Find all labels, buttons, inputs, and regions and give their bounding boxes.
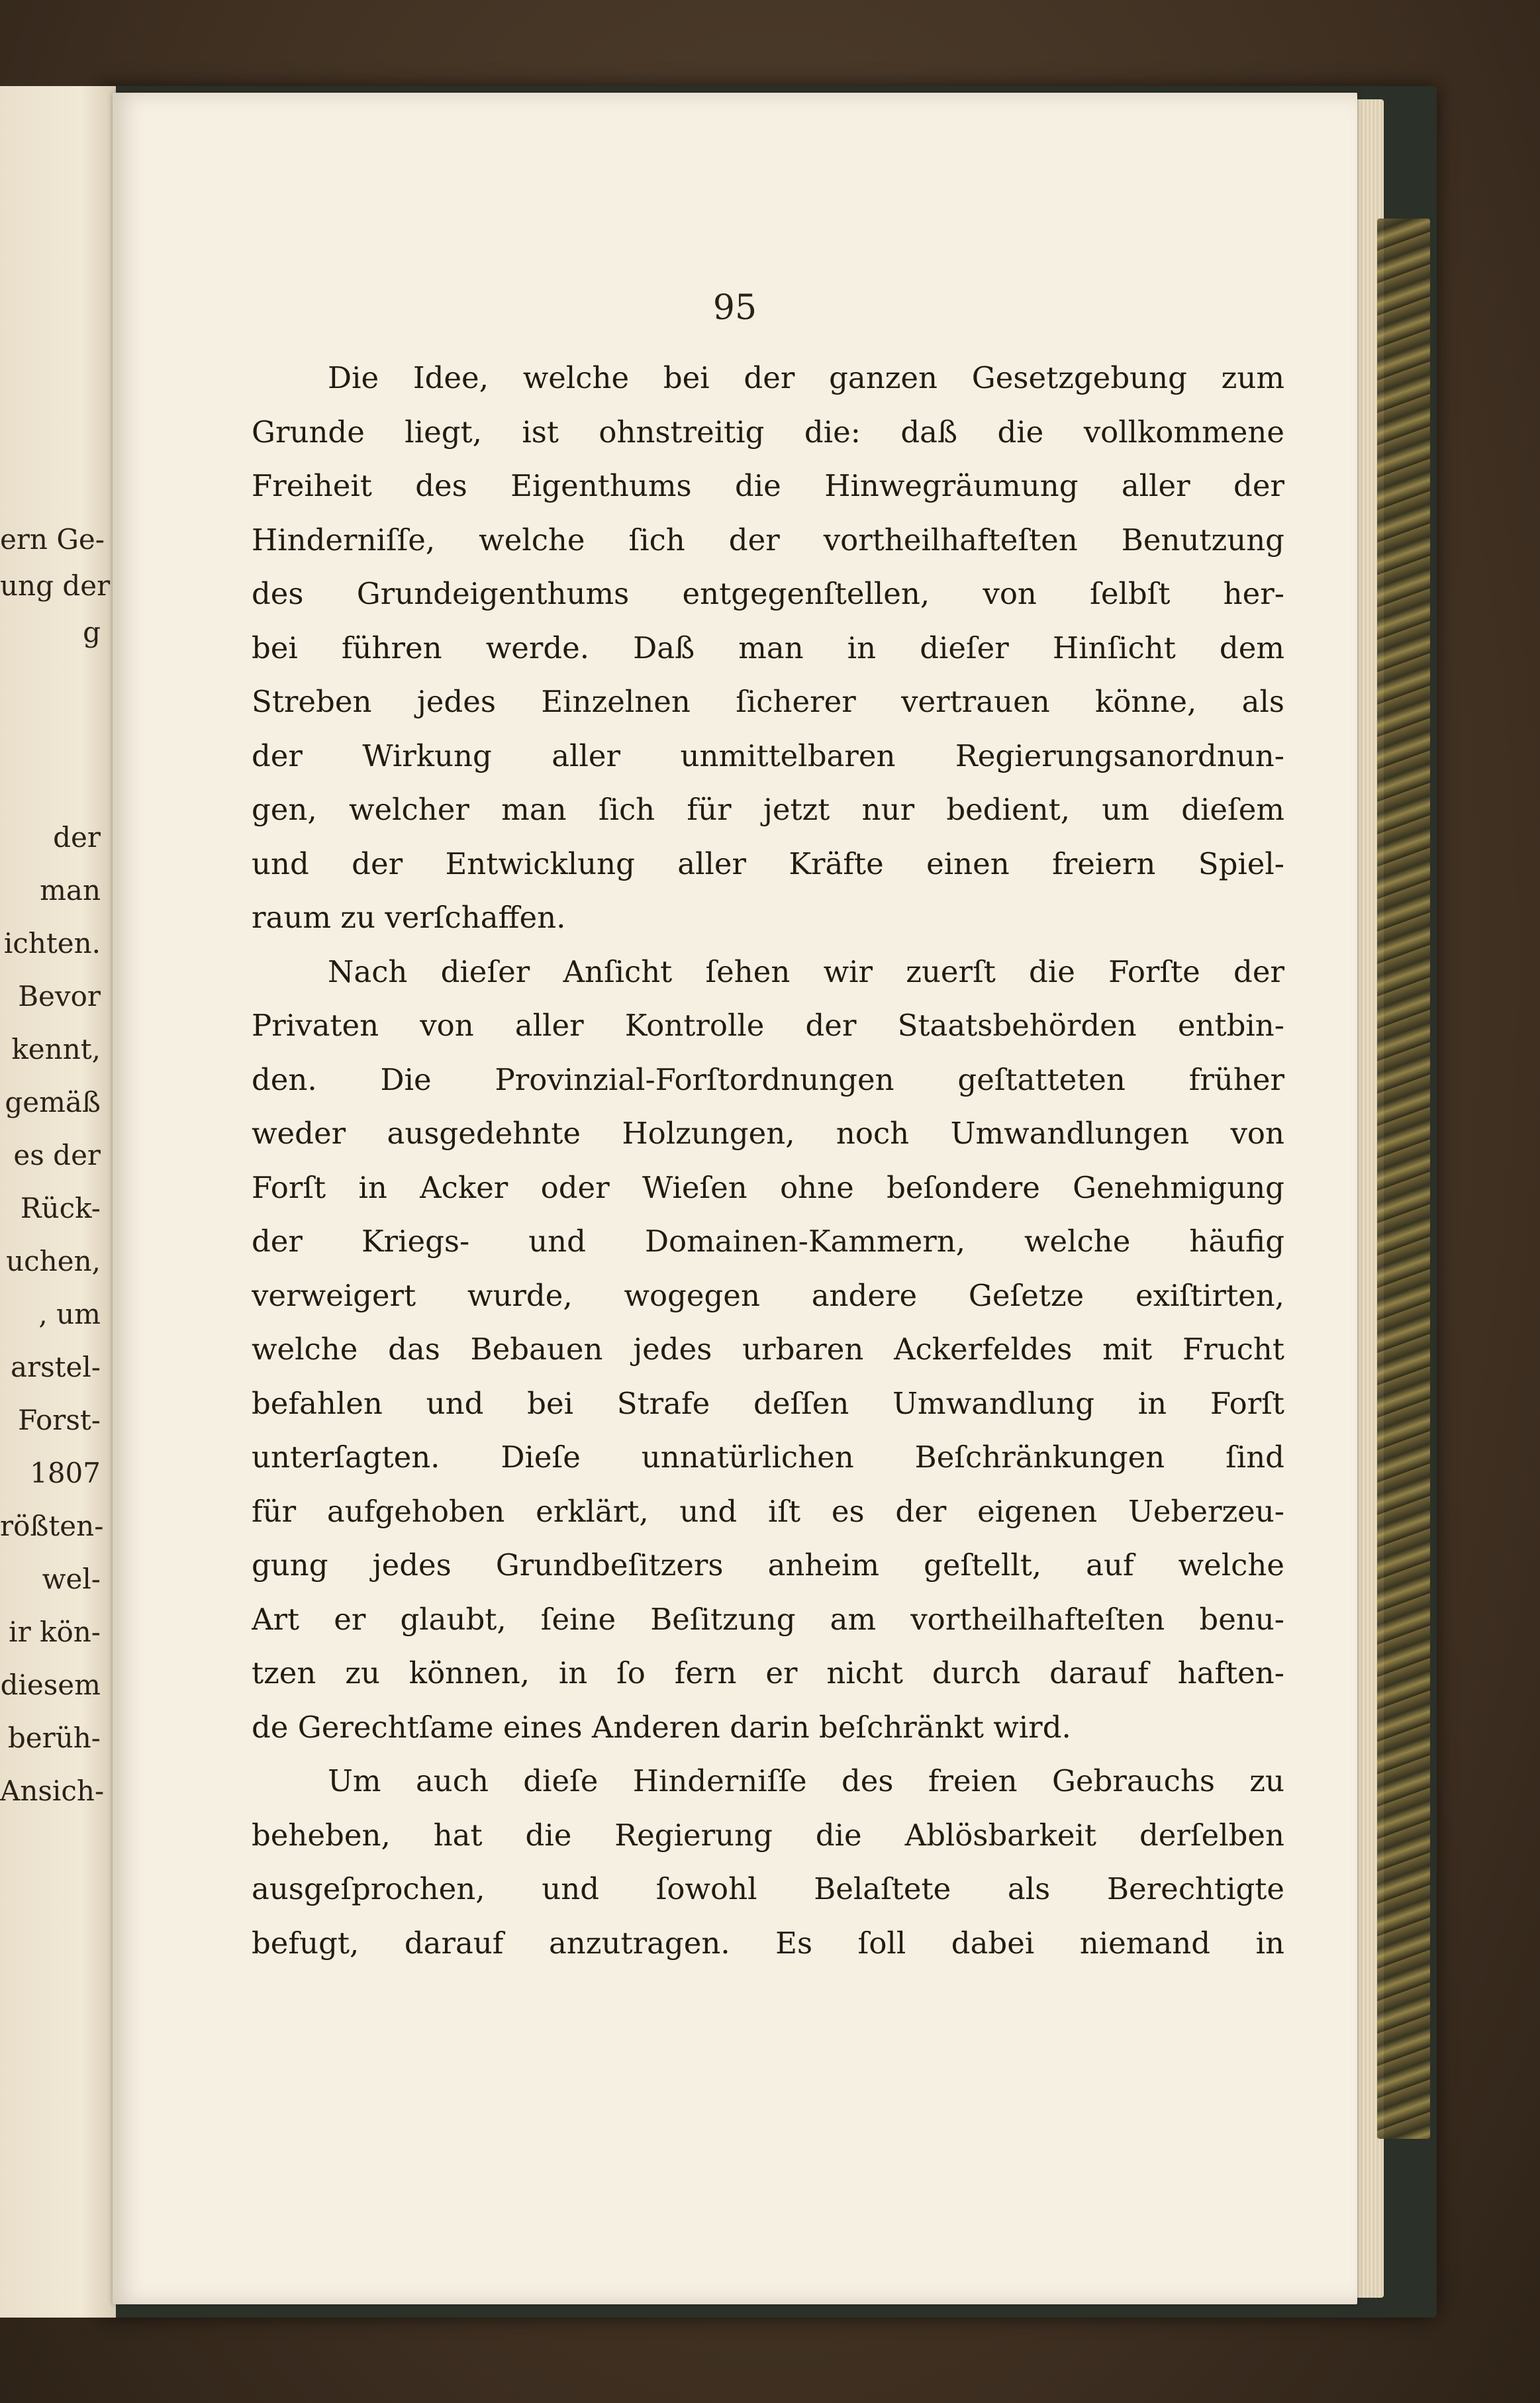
previous-page-text: kennt,	[11, 1033, 101, 1065]
text-line: Art er glaubt, ſeine Beſitzung am vortheilhafteſten benu-	[252, 1601, 1284, 1637]
previous-page-text: es der	[13, 1139, 101, 1171]
text-line: ausgeſprochen, und ſowohl Belaſtete als Berechtigte	[252, 1871, 1284, 1906]
previous-page-text: Ansich-	[0, 1775, 105, 1807]
previous-page-text: 1807	[30, 1457, 101, 1489]
previous-page-text: ir kön-	[9, 1616, 101, 1648]
text-line: der Wirkung aller unmittelbaren Regierungsanordnun-	[252, 738, 1284, 773]
text-line: unterſagten. Dieſe unnatürlichen Beſchränkungen ſind	[252, 1440, 1284, 1475]
text-line: Forſt in Acker oder Wieſen ohne beſondere Genehmigung	[252, 1169, 1284, 1205]
text-line: gen, welcher man ſich für jetzt nur bedient, um dieſem	[252, 792, 1284, 827]
previous-page-text: rößten-	[0, 1510, 104, 1542]
previous-page-text: uchen,	[6, 1245, 101, 1277]
text-line: Hinderniſſe, welche ſich der vortheilhafteſten Benutzung	[252, 522, 1284, 558]
text-line: der Kriegs- und Domainen-Kammern, welche häufig	[252, 1224, 1284, 1259]
previous-page-text: der	[53, 821, 101, 854]
previous-page-text: , um	[38, 1298, 101, 1330]
text-line: Nach dieſer Anſicht ſehen wir zuerſt die Forſte der	[328, 954, 1284, 989]
previous-page-text: berüh-	[7, 1722, 101, 1754]
book-page	[113, 93, 1357, 2304]
previous-page-text: Forst-	[18, 1404, 101, 1436]
text-line: Streben jedes Einzelnen ſicherer vertrauen könne, als	[252, 684, 1284, 719]
text-line: Die Idee, welche bei der ganzen Gesetzgebung zum	[328, 360, 1284, 395]
previous-page-text: g	[83, 616, 101, 648]
text-line: tzen zu können, in ſo fern er nicht durch darauf haften-	[252, 1655, 1284, 1691]
text-line: welche das Bebauen jedes urbaren Ackerfeldes mit Frucht	[252, 1332, 1284, 1367]
previous-page-text: wel-	[42, 1563, 101, 1595]
text-line: bei führen werde. Daß man in dieſer Hinſicht dem	[252, 630, 1284, 665]
text-line: des Grundeigenthums entgegenſtellen, von ſelbſt her-	[252, 576, 1284, 611]
text-line: Grunde liegt, ist ohnstreitig die: daß die vollkommene	[252, 414, 1284, 450]
previous-page-text: man	[40, 874, 101, 907]
previous-page-text: Bevor	[18, 980, 101, 1012]
marbled-edge	[1377, 219, 1430, 2139]
text-line: weder ausgedehnte Holzungen, noch Umwandlungen von	[252, 1116, 1284, 1151]
page-number: 95	[712, 288, 757, 328]
text-line: Freiheit des Eigenthums die Hinwegräumung aller der	[252, 468, 1284, 503]
text-line: befugt, darauf anzutragen. Es ſoll dabei niemand in	[252, 1925, 1284, 1961]
previous-page-text: gemäß	[5, 1086, 101, 1118]
text-line: für aufgehoben erklärt, und iſt es der eigenen Ueberzeu-	[252, 1493, 1284, 1529]
text-line: raum zu verſchaffen.	[252, 900, 566, 935]
previous-page-text: ung der	[0, 569, 111, 602]
previous-page-fragment	[0, 86, 116, 2318]
text-line: verweigert wurde, wogegen andere Geſetze exiſtirten,	[252, 1277, 1284, 1313]
text-line: beheben, hat die Regierung die Ablösbarkeit derſelben	[252, 1817, 1284, 1853]
previous-page-text: ichten.	[3, 927, 101, 959]
text-line: Um auch dieſe Hinderniſſe des freien Gebrauchs zu	[328, 1763, 1284, 1798]
previous-page-text: Rück-	[20, 1192, 101, 1224]
previous-page-text: arstel-	[10, 1351, 101, 1383]
text-line: gung jedes Grundbeſitzers anheim geſtellt, auf welche	[252, 1547, 1284, 1583]
text-line: den. Die Provinzial-Forſtordnungen geſtatteten früher	[252, 1061, 1284, 1097]
text-line: und der Entwicklung aller Kräfte einen freiern Spiel-	[252, 846, 1284, 881]
page-body-text	[252, 351, 1284, 1970]
text-line: de Gerechtſame eines Anderen darin beſchränkt wird.	[252, 1709, 1071, 1745]
text-line: Privaten von aller Kontrolle der Staatsbehörden entbin-	[252, 1008, 1284, 1043]
text-line: befahlen und bei Strafe deſſen Umwandlung in Forſt	[252, 1385, 1284, 1421]
previous-page-text: ern Ge-	[0, 523, 105, 556]
previous-page-text: diesem	[0, 1669, 101, 1701]
